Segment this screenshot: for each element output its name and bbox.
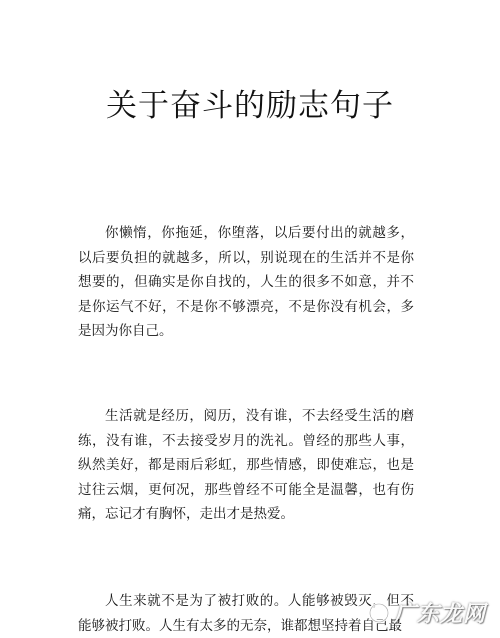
- logo-icon: [368, 602, 390, 624]
- watermark-text: 广东龙网: [393, 602, 486, 627]
- paragraph-2: 生活就是经历，阅历，没有谁，不去经受生活的磨练，没有谁，不去接受岁月的洗礼。曾经的那些人事，纵然美好，都是雨后彩虹，那些情感，即使难忘，也是过往云烟，更何况，那些曾经不可能全是温馨，也有伤痛，忘记才有胸怀，走出才是热爱。: [78, 408, 414, 522]
- paragraph-1: 你懒惰，你拖延，你堕落，以后要付出的就越多，以后要负担的就越多，所以，别说现在的生活并不是你想要的，但确实是你自找的，人生的很多不如意，并不是你运气不好，不是你不够漂亮，不是你没有机会，多是因为你自己。: [78, 225, 414, 339]
- paragraph-3: 人生来就不是为了被打败的。人能够被毁灭，但不能够被打败。人生有太多的无奈，谁都想坚持着自己最: [78, 593, 414, 634]
- site-watermark: [368, 597, 486, 628]
- document-title: 关于奋斗的励志句子: [106, 88, 394, 124]
